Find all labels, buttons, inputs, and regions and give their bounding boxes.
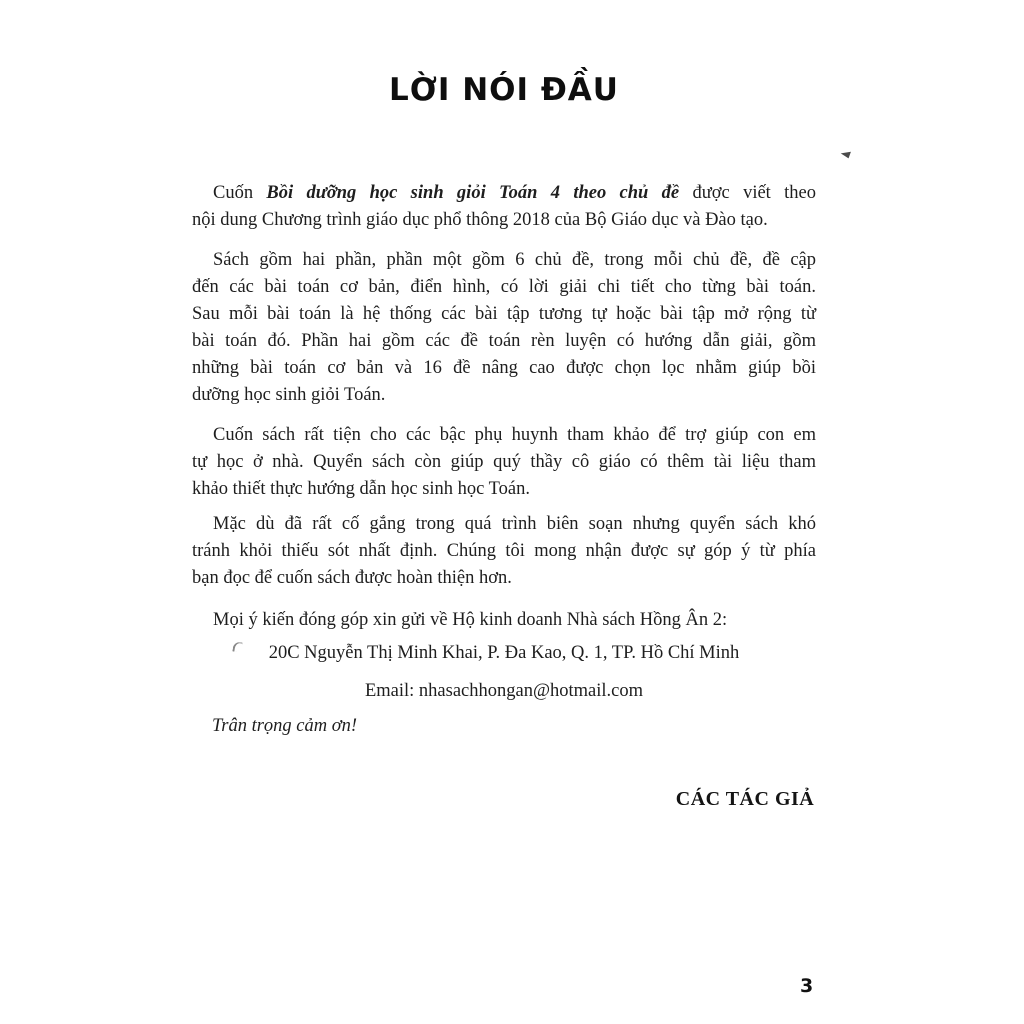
text-run: bài toán đó. Phần hai gồm các đề toán rèn luyện có hướng dẫn giải, gồm [192,331,816,351]
text-line [192,328,816,355]
page-number: 3 [800,975,814,997]
body-text [192,180,816,634]
paragraph [192,511,816,592]
text-line [192,274,816,301]
text-run: tránh khỏi thiếu sót nhất định. Chúng tôi mong nhận được sự góp ý từ phía [192,541,816,561]
closing-line: Trân trọng cảm ơn! [212,716,358,736]
authors-signature: CÁC TÁC GIẢ [675,788,815,810]
text-run: Cuốn [213,183,267,203]
text-line [192,382,816,409]
email-line: Email: nhasachhongan@hotmail.com [364,681,644,701]
text-line [192,422,816,449]
text-run: đến các bài toán cơ bản, điển hình, có lời giải chi tiết cho từng bài toán. [192,277,816,297]
text-line [192,476,816,503]
text-run: Mọi ý kiến đóng góp xin gửi về Hộ kinh doanh Nhà sách Hồng Ân 2: [213,610,728,630]
paragraph [192,422,816,503]
text-run: Mặc dù đã rất cố gắng trong quá trình biên soạn nhưng quyển sách khó [213,514,816,534]
text-line [192,565,816,592]
scan-artifact-mark [840,149,851,159]
address-line: 20C Nguyễn Thị Minh Khai, P. Đa Kao, Q. 1, TP. Hồ Chí Minh [268,643,740,663]
text-line [192,449,816,476]
text-line [192,301,816,328]
text-run: khảo thiết thực hướng dẫn học sinh học Toán. [192,479,531,499]
text-run: Cuốn sách rất tiện cho các bậc phụ huynh tham khảo để trợ giúp con em [213,425,816,445]
book-title-emphasis: Bồi dưỡng học sinh giỏi Toán 4 theo chủ đề [266,183,680,203]
text-run: Sách gồm hai phần, phần một gồm 6 chủ đề, trong mỗi chủ đề, đề cập [213,250,816,270]
text-run: được viết theo [679,183,816,203]
text-line [192,511,816,538]
text-run: tự học ở nhà. Quyển sách còn giúp quý thầy cô giáo có thêm tài liệu tham [192,452,816,472]
paragraph [192,607,816,634]
page-title: LỜI NÓI ĐẦU [389,72,619,108]
text-run: dưỡng học sinh giỏi Toán. [192,385,386,405]
paragraph [192,180,816,234]
text-line [192,538,816,565]
text-run: nội dung Chương trình giáo dục phổ thông 2018 của Bộ Giáo dục và Đào tạo. [192,210,768,230]
text-line [192,180,816,207]
paragraph [192,247,816,409]
text-run: những bài toán cơ bản và 16 đề nâng cao được chọn lọc nhằm giúp bồi [192,358,816,378]
text-line [192,607,816,634]
text-line [192,355,816,382]
text-run: bạn đọc để cuốn sách được hoàn thiện hơn. [192,568,512,588]
text-line [192,207,816,234]
text-run: Sau mỗi bài toán là hệ thống các bài tập tương tự hoặc bài tập mở rộng từ [192,304,816,324]
text-line [192,247,816,274]
